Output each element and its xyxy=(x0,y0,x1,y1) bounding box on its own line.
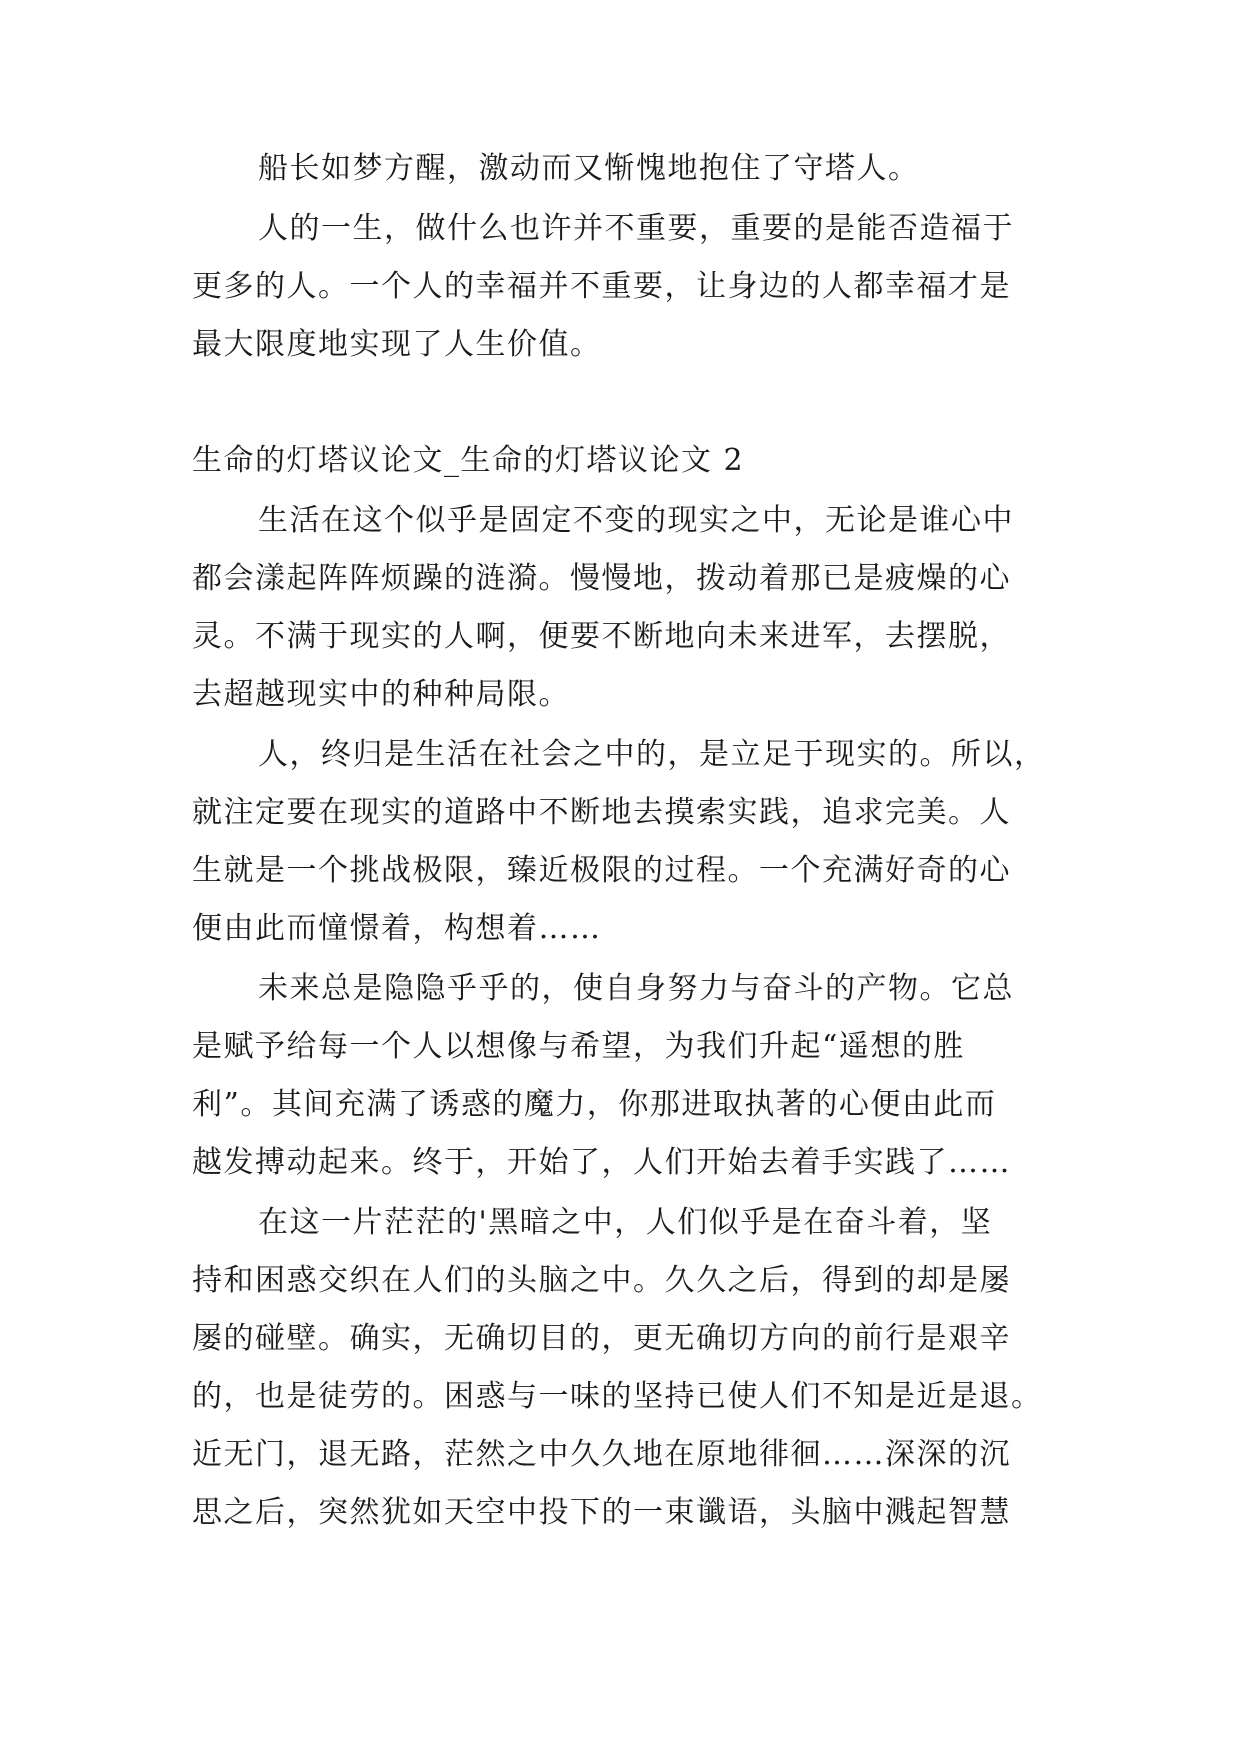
paragraph-line: 去超越现实中的种种局限。 xyxy=(192,677,570,712)
paragraph-line: 思之后，突然犹如天空中投下的一束谶语，头脑中溅起智慧 xyxy=(192,1495,1011,1530)
paragraph-line: 持和困惑交织在人们的头脑之中。久久之后，得到的却是屡 xyxy=(192,1263,1011,1298)
paragraph-line: 人的一生，做什么也许并不重要，重要的是能否造福于 xyxy=(258,211,1014,246)
paragraph-line: 屡的碰壁。确实，无确切目的，更无确切方向的前行是艰辛 xyxy=(192,1321,1011,1356)
paragraph-line: 利”。其间充满了诱惑的魔力，你那进取执著的心便由此而 xyxy=(192,1087,997,1122)
paragraph-line: 都会漾起阵阵烦躁的涟漪。慢慢地，拨动着那已是疲燥的心 xyxy=(192,561,1011,596)
paragraph-line: 是赋予给每一个人以想像与希望，为我们升起“遥想的胜 xyxy=(192,1029,965,1064)
paragraph-line: 未来总是隐隐乎乎的，使自身努力与奋斗的产物。它总 xyxy=(258,971,1014,1006)
paragraph-line: 生就是一个挑战极限，臻近极限的过程。一个充满好奇的心 xyxy=(192,853,1011,888)
paragraph-line: 近无门，退无路，茫然之中久久地在原地徘徊……深深的沉 xyxy=(192,1437,1011,1472)
paragraph-line: 船长如梦方醒，激动而又惭愧地抱住了守塔人。 xyxy=(258,151,920,186)
paragraph-line: 便由此而憧憬着，构想着…… xyxy=(192,911,602,946)
paragraph-line: 最大限度地实现了人生价值。 xyxy=(192,327,602,362)
paragraph-line: 人，终归是生活在社会之中的，是立足于现实的。所以， xyxy=(258,737,1046,772)
paragraph-line: 灵。不满于现实的人啊，便要不断地向未来进军，去摆脱， xyxy=(192,619,1011,654)
paragraph-line: 更多的人。一个人的幸福并不重要，让身边的人都幸福才是 xyxy=(192,269,1011,304)
paragraph-line: 的，也是徒劳的。困惑与一味的坚持已使人们不知是近是退。 xyxy=(192,1379,1043,1414)
section-heading: 生命的灯塔议论文_生命的灯塔议论文 2 xyxy=(192,443,745,478)
paragraph-line: 越发搏动起来。终于，开始了，人们开始去着手实践了…… xyxy=(192,1145,1011,1180)
paragraph-line: 就注定要在现实的道路中不断地去摸索实践，追求完美。人 xyxy=(192,795,1011,830)
paragraph-line: 在这一片茫茫的'黑暗之中，人们似乎是在奋斗着，坚 xyxy=(258,1205,993,1240)
paragraph-line: 生活在这个似乎是固定不变的现实之中，无论是谁心中 xyxy=(258,503,1014,538)
